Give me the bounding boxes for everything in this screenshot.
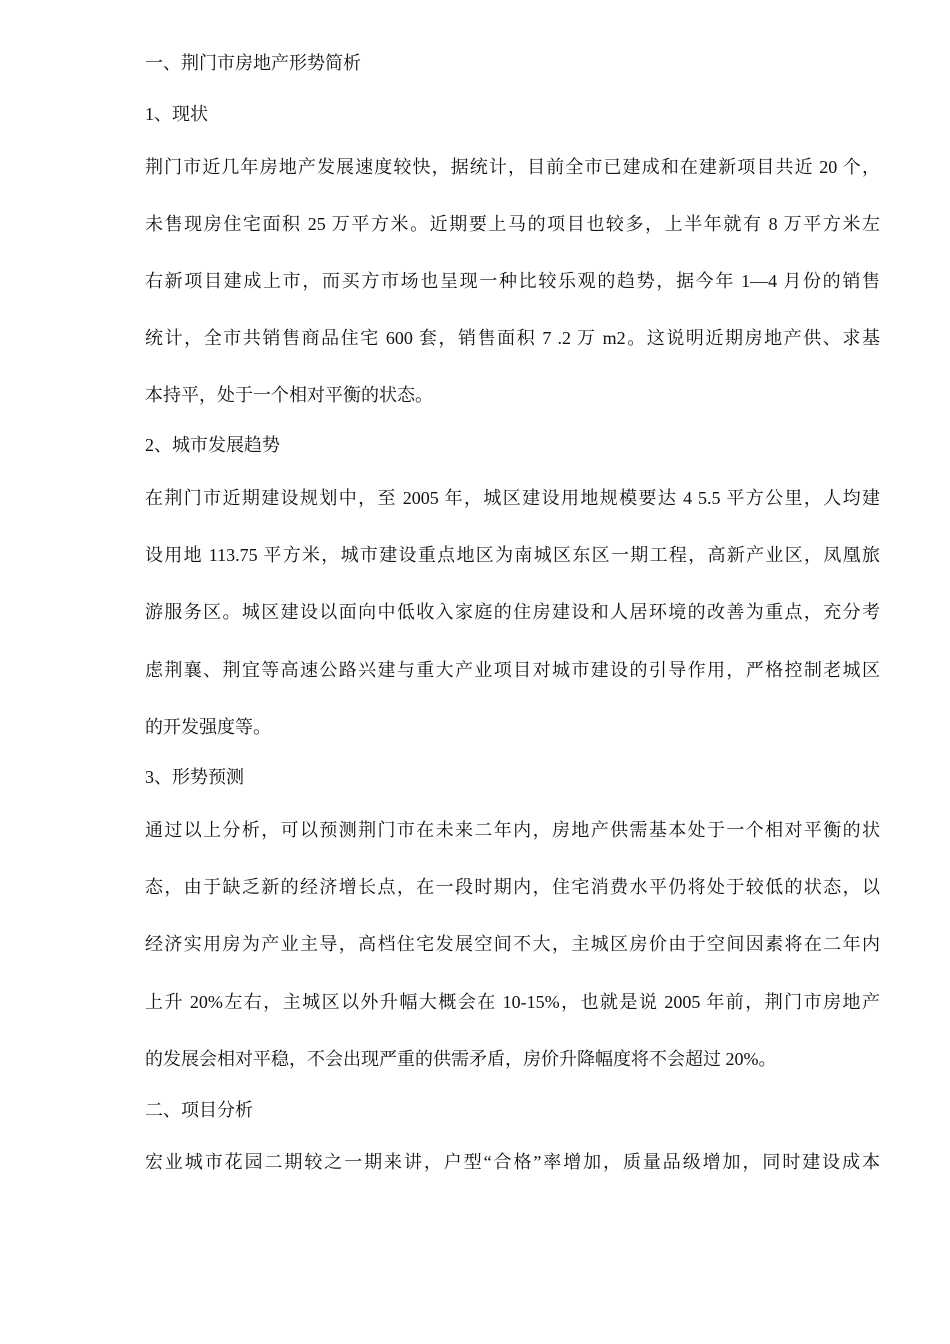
text-line: 态，由于缺乏新的经济增长点，在一段时期内，住宅消费水平仍将处于较低的状态，以 — [145, 877, 880, 897]
text-line: 通过以上分析，可以预测荆门市在未来二年内，房地产供需基本处于一个相对平衡的状 — [145, 820, 880, 840]
heading-section-2: 二、项目分析 — [145, 1100, 253, 1120]
text-line: 荆门市近几年房地产发展速度较快，据统计，目前全市已建成和在建新项目共近 20 个， — [145, 157, 880, 177]
text-line: 虑荆襄、荆宜等高速公路兴建与重大产业项目对城市建设的引导作用，严格控制老城区 — [145, 660, 880, 680]
text-line: 本持平，处于一个相对平衡的状态。 — [145, 385, 433, 405]
text-line: 的发展会相对平稳，不会出现严重的供需矛盾，房价升降幅度将不会超过 20%。 — [145, 1049, 777, 1069]
text-line: 右新项目建成上市，而买方市场也呈现一种比较乐观的趋势，据今年 1—4 月份的销售 — [145, 271, 880, 291]
text-line: 宏业城市花园二期较之一期来讲，户型“合格”率增加，质量品级增加，同时建设成本 — [145, 1152, 880, 1172]
text-line: 的开发强度等。 — [145, 717, 271, 737]
heading-forecast: 3、形势预测 — [145, 767, 244, 787]
heading-section-1: 一、荆门市房地产形势简析 — [145, 53, 361, 73]
text-line: 未售现房住宅面积 25 万平方米。近期要上马的项目也较多，上半年就有 8 万平方米左 — [145, 214, 880, 234]
text-line: 游服务区。城区建设以面向中低收入家庭的住房建设和人居环境的改善为重点，充分考 — [145, 602, 880, 622]
text-line: 经济实用房为产业主导，高档住宅发展空间不大，主城区房价由于空间因素将在二年内 — [145, 934, 880, 954]
heading-status: 1、现状 — [145, 104, 208, 124]
text-line: 统计，全市共销售商品住宅 600 套，销售面积 7 .2 万 m2。这说明近期房地产供、求基 — [145, 328, 880, 348]
text-line: 上升 20%左右，主城区以外升幅大概会在 10-15%，也就是说 2005 年前，荆门市房地产 — [145, 992, 880, 1012]
text-line: 在荆门市近期建设规划中，至 2005 年，城区建设用地规模要达 4 5.5 平方公里，人均建 — [145, 488, 880, 508]
heading-urban-trend: 2、城市发展趋势 — [145, 435, 280, 455]
text-line: 设用地 113.75 平方米，城市建设重点地区为南城区东区一期工程，高新产业区，凤凰旅 — [145, 545, 880, 565]
